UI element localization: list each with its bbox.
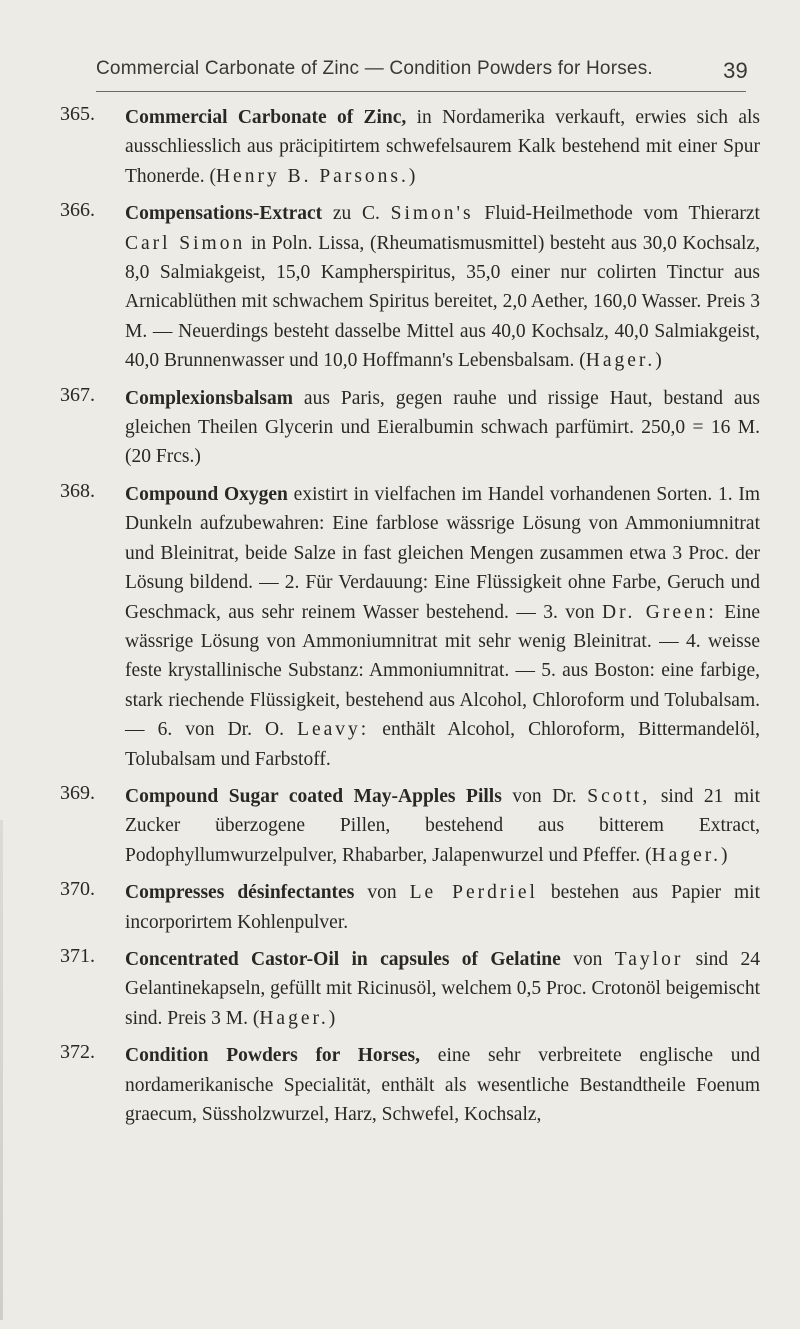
entry-372 xyxy=(60,1041,760,1129)
person-name: Simon's xyxy=(390,203,474,225)
author-name: Hager. xyxy=(259,1007,329,1029)
entry-number: 365. xyxy=(60,103,95,125)
entry-headword: Compound Oxygen xyxy=(125,483,288,505)
entry-number: 366. xyxy=(60,199,95,222)
entry-text: Condition Powders for Horses, eine sehr verbreitete englische und nordamerikanische Specialität, enthält als wesentliche Bestandtheile Foenum graecum, Süssholzwurzel, Harz, Schwefel, Kochsalz, xyxy=(125,1045,761,1125)
entry-367 xyxy=(60,384,760,472)
page-number: 39 xyxy=(723,58,748,83)
entry-headword: Condition Powders for Horses, xyxy=(125,1045,421,1067)
entry-number: 368. xyxy=(60,479,95,502)
entry-headword: Compound Sugar coated May-Apples Pills xyxy=(125,785,502,807)
running-title: Commercial Carbonate of Zinc — Condition Powders for Horses. xyxy=(96,58,653,79)
entry-text: Complexionsbalsam aus Paris, gegen rauhe und rissige Haut, bestand aus gleichen Theilen Glycerin und Eieralbumin schwach parfümirt. 250,0 = 16 M. (20 Frcs.) xyxy=(125,387,760,468)
person-name: Dr. Green: xyxy=(601,601,717,623)
entry-365 xyxy=(60,103,760,191)
entry-number: 367. xyxy=(60,383,95,406)
entry-text: Compound Oxygen existirt in vielfachen im Handel vorhandenen Sorten. 1. Im Dunkeln aufzubewahren: Eine farblose wässrige Lösung von Ammoniumnitrat und Bleinitrat, beide Salze in fast gleichen Mengen zusammen etwa 3 Proc. der Lösung bildend. — 2. Für Verdauung: Eine Flüssigkeit ohne Farbe, Geruch und Geschmack, aus sehr reinem Wasser bestehend. — 3. von Dr. Green: Eine wässrige Lösung von Ammoniumnitrat mit sehr wenig Bleinitrat. — 4. weisse feste krystallinische Substanz: Ammoniumnitrat. — 5. aus Boston: eine farbige, stark riechende Flüssigkeit, bestehend aus Alcohol, Chloroform und Tolubalsam. — 6. von Dr. O. Leavy: enthält Alcohol, Chloroform, Bittermandelöl, Tolubalsam und Farbstoff. xyxy=(125,483,761,770)
entry-text: Concentrated Castor-Oil in capsules of Gelatine von Taylor sind 24 Gelantinekapseln, gefüllt mit Ricinusöl, welchem 0,5 Proc. Crotonöl beigemischt sind. Preis 3 M. (Hager.) xyxy=(125,948,761,1029)
entry-text: Commercial Carbonate of Zinc, in Nordamerika verkauft, erwies sich als ausschliesslich aus präcipitirtem schwefelsaurem Kalk bestehend mit einer Spur Thonerde. (Henry B. Parsons.) xyxy=(125,107,760,187)
entry-headword: Commercial Carbonate of Zinc, xyxy=(125,107,407,128)
entry-number: 370. xyxy=(60,878,95,901)
entry-text: Compensations-Extract zu C. Simon's Fluid-Heilmethode vom Thierarzt Carl Simon in Poln. Lissa, (Rheumatismusmittel) besteht aus 30,0 Kochsalz, 8,0 Salmiakgeist, 15,0 Kampherspiritus, 35,0 einer nur colirten Tinctur aus Arnicablüthen mit schwachem Spiritus bereitet, 2,0 Aether, 160,0 Wasser. Preis 3 M. — Neuerdings besteht dasselbe Mittel aus 40,0 Kochsalz, 40,0 Salmiakgeist, 40,0 Brunnenwasser und 10,0 Hoffmann's Lebensbalsam. (Hager.) xyxy=(125,203,760,372)
person-name: Scott, xyxy=(587,785,651,807)
person-name: Le Perdriel xyxy=(409,882,538,904)
entry-368 xyxy=(60,480,760,774)
entry-370 xyxy=(60,878,760,937)
person-name: Taylor xyxy=(614,948,684,970)
entry-headword: Compensations-Extract xyxy=(125,203,323,225)
entry-text: Compound Sugar coated May-Apples Pills von Dr. Scott, sind 21 mit Zucker überzogene Pillen, bestehend aus bitterem Extract, Podophyllumwurzelpulver, Rhabarber, Jalapenwurzel und Pfeffer. (Hager.) xyxy=(125,785,761,866)
entry-headword: Complexionsbalsam xyxy=(125,387,293,409)
author-name: Hager. xyxy=(651,844,722,866)
page-gutter-shadow xyxy=(0,820,3,1320)
person-name: Carl Simon xyxy=(125,232,246,254)
entry-headword: Compresses désinfectantes xyxy=(125,882,355,904)
entry-number: 371. xyxy=(60,944,95,967)
running-head xyxy=(60,58,750,88)
person-name: Leavy: xyxy=(297,719,370,741)
author-name: Hager. xyxy=(585,350,656,372)
entry-list xyxy=(60,103,760,1137)
header-rule xyxy=(96,91,746,92)
entry-number: 372. xyxy=(60,1041,95,1064)
entry-headword: Concentrated Castor-Oil in capsules of Gelatine xyxy=(125,948,561,970)
author-name: Henry B. Parsons. xyxy=(215,165,409,187)
entry-366 xyxy=(60,199,760,375)
entry-369 xyxy=(60,782,760,870)
entry-text: Compresses désinfectantes von Le Perdriel bestehen aus Papier mit incorporirtem Kohlenpulver. xyxy=(125,882,760,933)
entry-number: 369. xyxy=(60,781,95,804)
entry-371 xyxy=(60,945,760,1033)
